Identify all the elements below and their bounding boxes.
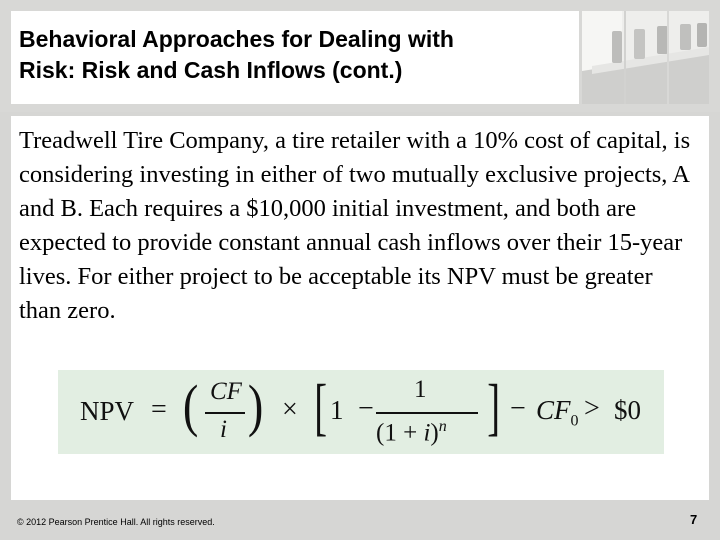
page-number: 7 bbox=[690, 512, 698, 527]
formula-left-paren: ( bbox=[182, 373, 199, 438]
copyright-footer: © 2012 Pearson Prentice Hall. All rights reserved. bbox=[17, 517, 215, 527]
formula-cf0: $CF_0$ bbox=[536, 395, 579, 430]
formula-right-paren: ) bbox=[247, 373, 264, 438]
formula-fraction-bar-2 bbox=[376, 412, 478, 414]
title-line-2: Risk: Risk and Cash Inflows (cont.) bbox=[19, 57, 403, 83]
formula-minus-2: − bbox=[510, 393, 526, 424]
formula-minus-1: − bbox=[358, 393, 374, 424]
conference-room-photo bbox=[582, 11, 709, 104]
formula-cf: CF bbox=[210, 378, 242, 405]
formula-times: × bbox=[282, 394, 298, 425]
body-paragraph: Treadwell Tire Company, a tire retailer with a 10% cost of capital, is considering investing in either of two mutually exclusive projects, A and B. Each requires a $10,000 initial investment, and both are expected to provide constant annual cash inflows over their 15-year lives. For either project to be acceptable its NPV must be greater than zero. bbox=[19, 127, 691, 324]
formula-fraction-bar-1 bbox=[205, 412, 245, 414]
formula-left-bracket: [ bbox=[314, 371, 328, 442]
formula-i: i bbox=[220, 416, 227, 443]
formula-greater-than: > bbox=[584, 393, 600, 424]
formula-equals: = bbox=[151, 394, 167, 425]
conference-room-image bbox=[582, 11, 709, 104]
formula-npv: NPV bbox=[80, 396, 135, 426]
formula-denominator: $(1 + i)^n$ bbox=[376, 418, 447, 447]
npv-formula bbox=[58, 370, 664, 454]
formula-right-bracket: ] bbox=[487, 371, 501, 442]
slide-title bbox=[19, 24, 579, 86]
formula-numerator: 1 bbox=[414, 376, 427, 403]
title-line-1: Behavioral Approaches for Dealing with bbox=[19, 26, 454, 52]
formula-one: 1 bbox=[330, 395, 344, 425]
formula-zero: $0 bbox=[614, 395, 641, 425]
